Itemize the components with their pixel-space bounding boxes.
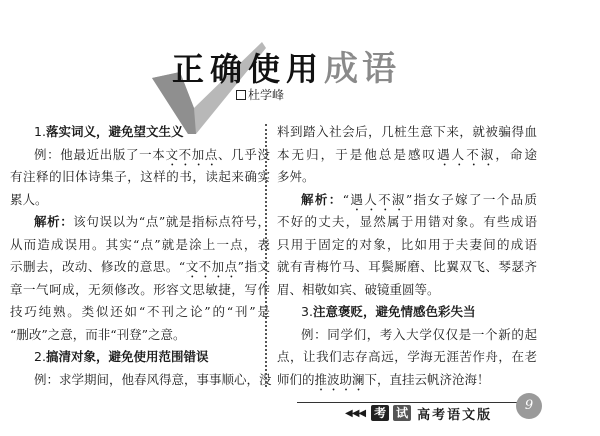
line-text: 只用于固定的对象，比如用于夫妻间的成语 [277, 236, 537, 252]
text-line [10, 144, 270, 167]
line-text: 累人。 [10, 191, 48, 207]
text-line [277, 189, 537, 212]
line-text: 例：求学期间，他春风得意，事事顺心，没 [34, 371, 272, 387]
text-line [277, 346, 537, 369]
line-text: 技巧纯熟。类似还如“不刊之论”的“刊”是 [10, 304, 270, 319]
text-line [277, 211, 537, 234]
line-text: 示删去，改动、修改的意思。“文不加点”指文 [10, 259, 270, 274]
heading-number: 3. [301, 304, 313, 319]
text-line [10, 211, 270, 234]
line-text: 例：同学们，考入大学仅仅是一个新的起 [301, 326, 537, 342]
text-line [10, 369, 270, 392]
line-text: 眉、相敬如宾、破镜重圆等。 [277, 281, 440, 297]
line-text: 多舛。 [277, 169, 315, 184]
line-text: 就有青梅竹马、耳鬓厮磨、比翼双飞、琴瑟齐 [277, 259, 537, 274]
line-text: 不好的丈夫，显然属于用错对象。有些成语 [277, 214, 537, 229]
footer-char-kao: 考 [371, 405, 389, 421]
article-title [172, 41, 400, 90]
author-name: 杜学峰 [248, 88, 285, 102]
text-line [10, 166, 270, 189]
title-accent: 成语 [324, 49, 401, 89]
footer-series-name: 高考语文版 [417, 407, 493, 423]
page-number: 9 [516, 393, 542, 419]
author-box-icon [236, 90, 246, 100]
line-text: 师们的推波助澜下，直挂云帆济沧海！ [277, 371, 490, 387]
line-text: 章一气呵成，无须修改。形容文思敏捷，写作 [10, 281, 270, 297]
text-line [277, 369, 537, 392]
text-line [277, 234, 537, 257]
analysis-label: 解析： [301, 191, 343, 207]
heading-text: 落实词义，避免望文生义 [45, 124, 184, 139]
analysis-label: 解析： [34, 214, 74, 229]
heading-text: 搞清对象，避免使用范围错误 [45, 349, 209, 364]
text-line [10, 301, 270, 324]
text-line [10, 324, 270, 347]
text-line [10, 256, 270, 279]
section-heading [10, 346, 270, 369]
line-text: “删改”之意，而非“刊登”之意。 [10, 326, 186, 342]
line-text: 从而造成误用。其实“点”就是涂上一点，表 [10, 236, 270, 252]
footer-banner [345, 404, 492, 422]
line-text: “遇人不淑”指女子嫁了一个品质 [342, 191, 537, 207]
column-divider [265, 124, 267, 387]
heading-number: 1. [34, 124, 46, 139]
text-line [277, 121, 537, 144]
right-column [277, 121, 537, 391]
section-heading [10, 121, 270, 144]
text-line [10, 234, 270, 257]
text-line [277, 279, 537, 302]
text-line [10, 189, 270, 212]
line-text: 例：他最近出版了一本文不加点、几乎没 [34, 146, 270, 162]
author-line [236, 86, 284, 103]
title-main: 正确使用 [172, 50, 325, 88]
line-text: 点，让我们志存高远，学海无涯苦作舟，在老 [277, 349, 537, 364]
line-text: 本无归，于是他总是感叹遇人不淑，命途 [277, 146, 537, 162]
left-column [10, 121, 270, 391]
text-line [10, 279, 270, 302]
text-line [277, 144, 537, 167]
text-line [277, 324, 537, 347]
arrows-icon: ◀◀◀ [345, 407, 366, 419]
section-heading [277, 301, 537, 324]
heading-text: 注意褒贬，避免情感色彩失当 [312, 304, 476, 319]
footer-char-shi: 试 [393, 405, 411, 421]
line-text: 有注释的旧体诗集子，这样的书，读起来确实 [10, 169, 270, 184]
line-text: 该句误以为“点”就是指标点符号， [73, 214, 270, 229]
line-text: 料到踏入社会后，几桩生意下来，就被骗得血 [277, 124, 537, 139]
text-line [277, 166, 537, 189]
text-line [277, 256, 537, 279]
heading-number: 2. [34, 349, 46, 364]
